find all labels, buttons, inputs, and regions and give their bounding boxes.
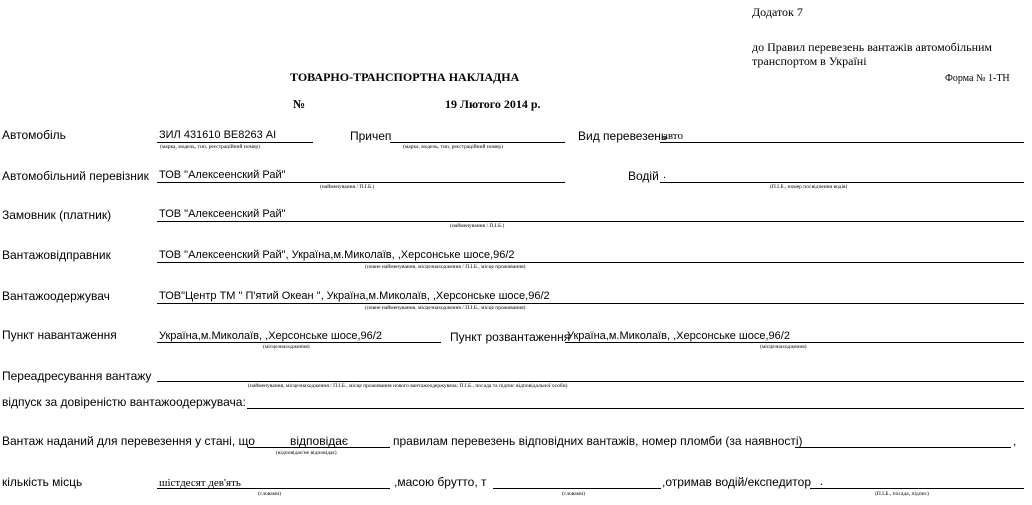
readdress-label: Переадресування вантажу xyxy=(2,369,152,383)
shipper-value[interactable]: ТОВ "Алексеенский Рай", Україна,м.Миколаїв, ,Херсонське шосе,96/2 xyxy=(159,249,515,261)
condition-label: Вантаж наданий для перевезення у стані, що xyxy=(2,434,255,448)
customer-label: Замовник (платник) xyxy=(2,208,112,222)
transport-type-label: Вид перевезень xyxy=(578,129,668,143)
shipper-label: Вантажовідправник xyxy=(2,248,111,262)
unloading-point-value[interactable]: Україна,м.Миколаїв, ,Херсонське шосе,96/2 xyxy=(567,330,790,342)
loading-point-note: (місцезнаходження) xyxy=(263,344,310,350)
unloading-point-note: (місцезнаходження) xyxy=(760,344,807,350)
condition-rules-text: правилам перевезень відповідних вантажів, номер пломби (за наявності) xyxy=(393,434,803,448)
transport-type-value[interactable]: авто xyxy=(663,130,683,142)
carrier-value[interactable]: ТОВ "Алексеенский Рай" xyxy=(159,169,286,181)
transport-type-underline xyxy=(660,142,1024,143)
places-note: (словами) xyxy=(258,491,281,497)
proxy-label: відпуск за довіреністю вантажоодержувача: xyxy=(2,395,246,409)
places-underline xyxy=(157,488,390,489)
seal-number-underline[interactable] xyxy=(795,447,1011,448)
readdress-underline[interactable] xyxy=(157,381,1024,382)
loading-point-label: Пункт навантаження xyxy=(2,328,117,342)
consignee-value[interactable]: ТОВ"Центр ТМ " П'ятий Океан ", Україна,м.Миколаїв, ,Херсонське шосе,96/2 xyxy=(159,290,550,302)
proxy-underline[interactable] xyxy=(247,408,1024,409)
condition-comma: , xyxy=(1013,434,1017,448)
driver-value[interactable]: . xyxy=(663,169,667,181)
weight-underline[interactable] xyxy=(493,488,661,489)
carrier-note: (найменування / П.І.Б.) xyxy=(320,184,375,190)
received-by-note: (П.І.Б., посада, підпис) xyxy=(875,491,929,497)
customer-value[interactable]: ТОВ "Алексеенский Рай" xyxy=(159,208,286,220)
condition-value[interactable]: відповідає xyxy=(290,434,349,448)
vehicle-underline xyxy=(157,142,313,143)
shipper-underline xyxy=(157,262,1024,263)
loading-point-value[interactable]: Україна,м.Миколаїв, ,Херсонське шосе,96/2 xyxy=(159,330,382,342)
places-value[interactable]: шістдесят дев'ять xyxy=(159,477,241,489)
shipper-note: (повне найменування, місцезнаходження / П.І.Б., місце проживання) xyxy=(365,264,526,270)
condition-underline xyxy=(248,447,390,448)
document-date: 19 Лютого 2014 р. xyxy=(445,97,541,111)
vehicle-note: (марка, модель, тип, реєстраційний номер) xyxy=(160,144,260,150)
vehicle-value[interactable]: ЗИЛ 431610 ВЕ8263 АІ xyxy=(159,129,277,141)
consignee-label: Вантажоодержувач xyxy=(2,289,110,303)
rules-reference-line2: транспортом в Україні xyxy=(752,54,867,68)
received-by-value[interactable]: . xyxy=(820,476,824,488)
received-by-underline xyxy=(810,488,1024,489)
form-number: Форма № 1-ТН xyxy=(945,73,1010,84)
trailer-note: (марка, модель, тип, реєстраційний номер) xyxy=(403,144,503,150)
driver-underline xyxy=(660,182,1024,183)
trailer-underline[interactable] xyxy=(390,142,565,143)
readdress-note: (найменування, місцезнаходження / П.І.Б., місце проживання нового вантажоодержувача; П.І.Б., посада та підпис відповідальної особи) xyxy=(248,383,568,389)
received-by-label: ,отримав водій/експедитор xyxy=(662,475,811,489)
trailer-label: Причеп xyxy=(350,129,392,143)
customer-note: (найменування / П.І.Б.) xyxy=(450,223,505,229)
document-title: ТОВАРНО-ТРАНСПОРТНА НАКЛАДНА xyxy=(290,70,520,84)
unloading-point-label: Пункт розвантаження xyxy=(450,330,571,344)
carrier-underline xyxy=(157,182,565,183)
loading-point-underline xyxy=(157,342,441,343)
weight-note: (словами) xyxy=(562,491,585,497)
condition-note: (відповідає/не відповідає) xyxy=(276,450,337,456)
appendix-number: Додаток 7 xyxy=(752,5,803,19)
carrier-label: Автомобільний перевізник xyxy=(2,169,149,183)
vehicle-label: Автомобіль xyxy=(2,128,66,142)
customer-underline xyxy=(157,221,1024,222)
unloading-point-underline xyxy=(565,342,1024,343)
consignee-note: (повне найменування, місцезнаходження / П.І.Б., місце проживання) xyxy=(365,305,526,311)
weight-label: ,масою брутто, т xyxy=(394,475,487,489)
rules-reference-line1: до Правил перевезень вантажів автомобільним xyxy=(752,40,993,54)
consignee-underline xyxy=(157,303,1024,304)
document-number-label: № xyxy=(293,97,306,111)
driver-label: Водій xyxy=(628,169,659,183)
places-label: кількість місць xyxy=(2,475,83,489)
driver-note: (П.І.Б., номер посвідчення водія) xyxy=(770,184,848,190)
